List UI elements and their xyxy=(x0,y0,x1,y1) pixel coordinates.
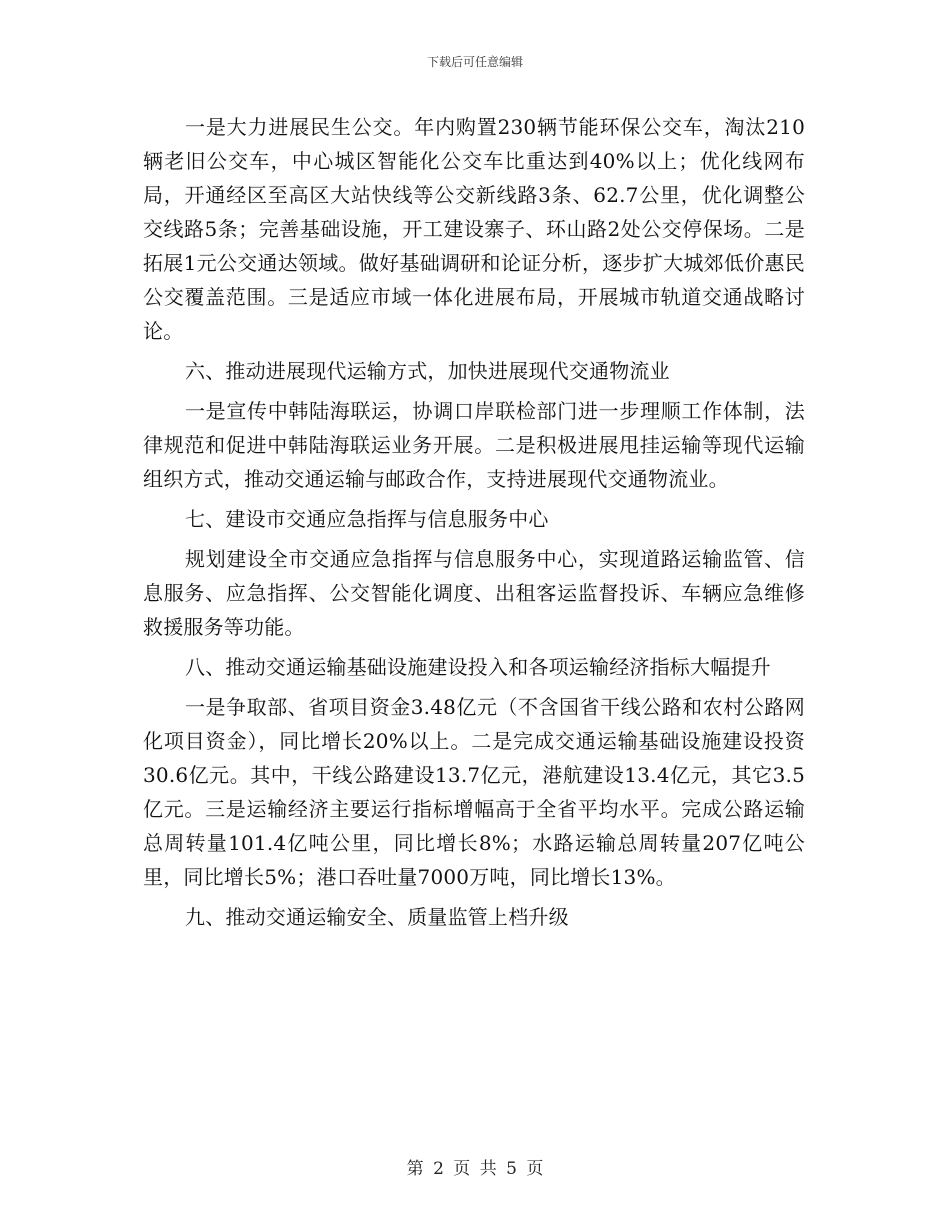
section-heading-9: 九、推动交通运输安全、质量监管上档升级 xyxy=(185,905,569,929)
paragraph-emergency-center: 规划建设全市交通应急指挥与信息服务中心，实现道路运输监管、信息服务、应急指挥、公交智能化调度、出租客运监督投诉、车辆应急维修救援服务等功能。 xyxy=(143,547,805,639)
section-heading-8: 八、推动交通运输基础设施建设投入和各项运输经济指标大幅提升 xyxy=(185,655,771,679)
section-heading-6: 六、推动进展现代运输方式，加快进展现代交通物流业 xyxy=(185,359,670,383)
paragraph-public-transit: 一是大力进展民生公交。年内购置230辆节能环保公交车，淘汰210辆老旧公交车，中心城区智能化公交车比重达到40%以上；优化线网布局，开通经区至高区大站快线等公交新线路3条、62.7公里，优化调整公交线路5条；完善基础设施，开工建设寨子、环山路2处公交停保场。二是拓展1元公交通达领域。做好基础调研和论证分析，逐步扩大城郊低价惠民公交覆盖范围。三是适应市域一体化进展布局，开展城市轨道交通战略讨论。 xyxy=(143,115,805,343)
document-body xyxy=(143,110,805,940)
paragraph-investment: 一是争取部、省项目资金3.48亿元（不含国省干线公路和农村公路网化项目资金），同比增长20%以上。二是完成交通运输基础设施建设投资30.6亿元。其中，干线公路建设13.7亿元，港航建设13.4亿元，其它3.5亿元。三是运输经济主要运行指标增幅高于全省平均水平。完成公路运输总周转量101.4亿吨公里，同比增长8%；水路运输总周转量207亿吨公里，同比增长5%；港口吞吐量7000万吨，同比增长13%。 xyxy=(143,695,805,889)
paragraph-logistics: 一是宣传中韩陆海联运，协调口岸联检部门进一步理顺工作体制，法律规范和促进中韩陆海联运业务开展。二是积极进展甩挂运输等现代运输组织方式，推动交通运输与邮政合作，支持进展现代交通物流业。 xyxy=(143,399,805,491)
page-header: 下载后可任意编辑 xyxy=(426,55,523,69)
page-number: 第 2 页 共 5 页 xyxy=(406,1159,544,1179)
section-heading-7: 七、建设市交通应急指挥与信息服务中心 xyxy=(185,507,549,531)
